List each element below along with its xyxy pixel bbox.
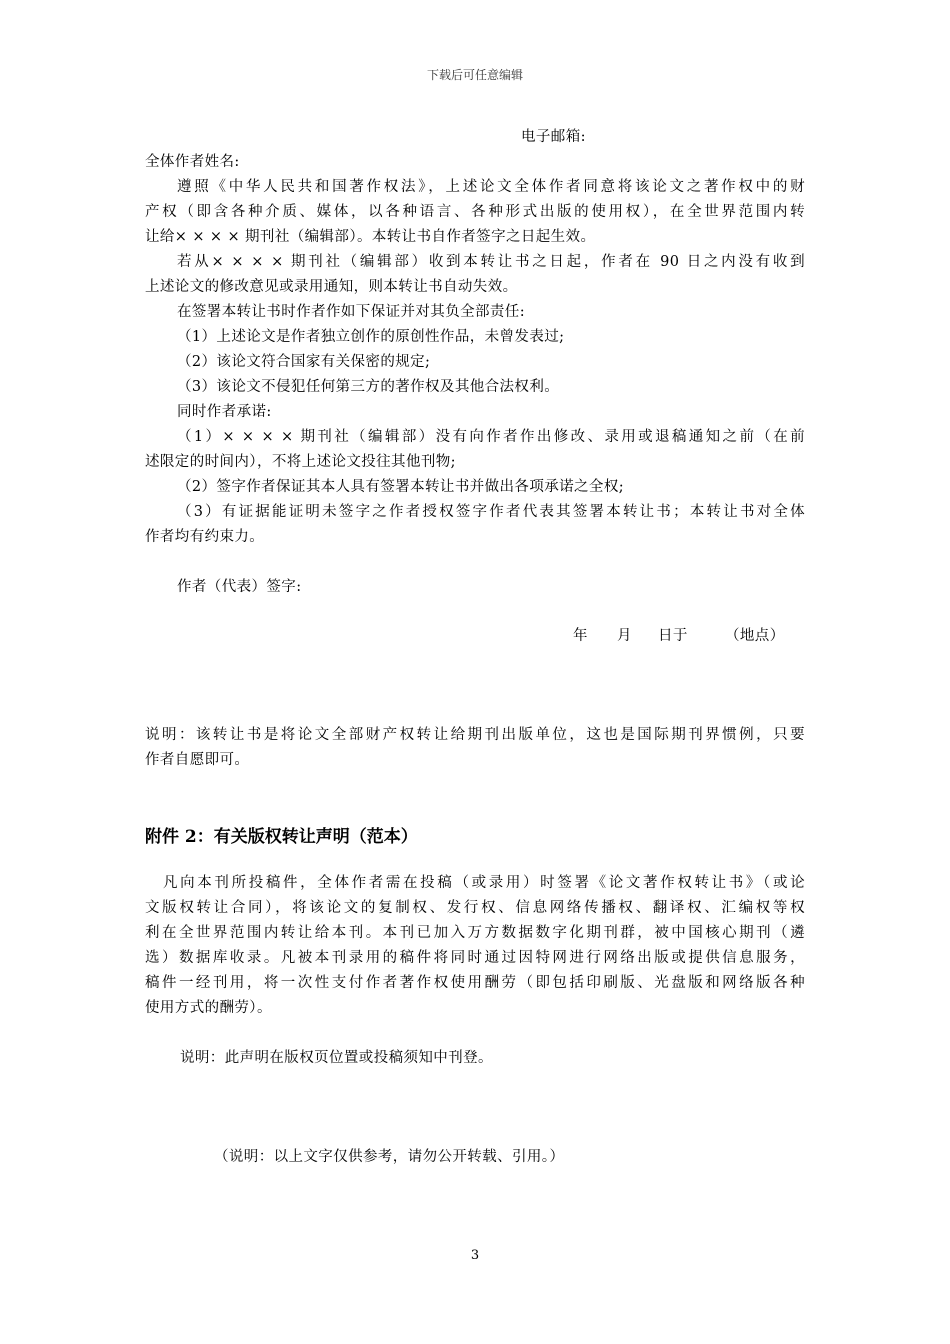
date-month: 月: [617, 628, 632, 644]
responsibility-intro: 在签署本转让书时作者作如下保证并对其负全部责任:: [177, 304, 525, 320]
attachment-title: 附件 2：有关版权转让声明（范本）: [145, 827, 418, 847]
attachment-body-line: 选）数据库收录。凡被本刊录用的稿件将同时通过因特网进行网络出版或提供信息服务，: [145, 950, 805, 966]
list-item: （2）签字作者保证其本人具有签署本转让书并做出各项承诺之全权;: [177, 479, 625, 495]
paragraph-line: 让给× × × × 期刊社（编辑部）。本转让书自作者签字之日起生效。: [145, 229, 596, 245]
attachment-body-line: 利在全世界范围内转让给本刊。本刊已加入万方数据数字化期刊群，被中国核心期刊（遴: [145, 925, 805, 941]
date-year: 年: [573, 628, 588, 644]
attachment-body-line: 文版权转让合同），将该论文的复制权、发行权、信息网络传播权、翻译权、汇编权等权: [145, 900, 805, 916]
paragraph-line: 上述论文的修改意见或录用通知，则本转让书自动失效。: [145, 279, 518, 295]
list-item: （3）该论文不侵犯任何第三方的著作权及其他合法权利。: [177, 379, 560, 395]
footer-note: （说明：以上文字仅供参考，请勿公开转载、引用。）: [214, 1149, 565, 1165]
attachment-body-line: 稿件一经刊用，将一次性支付作者著作权使用酬劳（即包括印刷版、光盘版和网络版各种: [145, 975, 805, 991]
list-item: 述限定的时间内），不将上述论文投往其他刊物;: [145, 454, 456, 470]
transfer-note-line: 作者自愿即可。: [145, 752, 250, 768]
page-header: 下载后可任意编辑: [426, 68, 523, 82]
transfer-note-line: 说明：该转让书是将论文全部财产权转让给期刊出版单位，这也是国际期刊界惯例，只要: [145, 727, 805, 743]
list-item: （1）× × × × 期刊社（编辑部）没有向作者作出修改、录用或退稿通知之前（在前: [177, 429, 805, 445]
attachment-note: 说明：此声明在版权页位置或投稿须知中刊登。: [180, 1050, 493, 1066]
paragraph-line: 若从× × × × 期刊社（编辑部）收到本转让书之日起，作者在 90 日之内没有收到: [177, 254, 805, 270]
date-day: 日于: [658, 628, 688, 644]
list-item: （1）上述论文是作者独立创作的原创性作品，未曾发表过;: [177, 329, 565, 345]
date-place: （地点）: [725, 628, 785, 644]
paragraph-line: 遵照《中华人民共和国著作权法》，上述论文全体作者同意将该论文之著作权中的财: [177, 179, 805, 195]
list-item: （2）该论文符合国家有关保密的规定;: [177, 354, 431, 370]
paragraph-line: 产权（即含各种介质、媒体，以各种语言、各种形式出版的使用权），在全世界范围内转: [145, 204, 805, 220]
page-number: 3: [470, 1248, 480, 1263]
attachment-body-line: 使用方式的酬劳）。: [145, 1000, 272, 1016]
promise-intro: 同时作者承诺:: [177, 404, 272, 420]
attachment-body-line: 凡向本刊所投稿件，全体作者需在投稿（或录用）时签署《论文著作权转让书》（或论: [163, 875, 805, 891]
authors-label: 全体作者姓名:: [145, 154, 240, 170]
list-item: （3）有证据能证明未签字之作者授权签字作者代表其签署本转让书；本转让书对全体: [177, 504, 805, 520]
email-label: 电子邮箱:: [521, 129, 586, 145]
signature-label: 作者（代表）签字:: [177, 579, 302, 595]
list-item: 作者均有约束力。: [145, 529, 265, 545]
